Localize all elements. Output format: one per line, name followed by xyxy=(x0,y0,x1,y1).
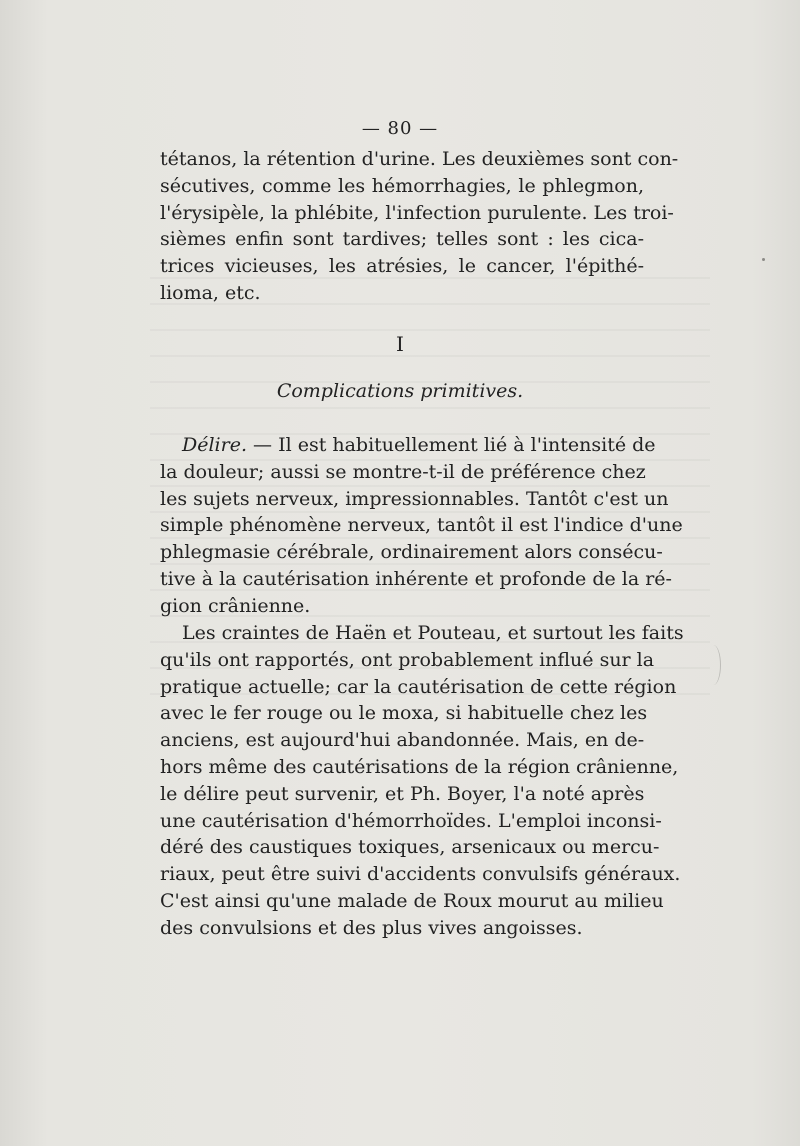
text-line: tétanos, la rétention d'urine. Les deuxièmes sont con- xyxy=(160,148,679,170)
paper-speck xyxy=(762,258,765,261)
text-line: hors même des cautérisations de la région crânienne, xyxy=(160,755,679,778)
text-line: lioma, etc. xyxy=(160,281,261,304)
text-line: anciens, est aujourd'hui abandonnée. Mais, en de- xyxy=(160,729,645,752)
text-line: le délire peut survenir, et Ph. Boyer, l'a noté après xyxy=(160,782,645,805)
text-line: tive à la cautérisation inhérente et profonde de la ré- xyxy=(160,567,672,590)
text-line: pratique actuelle; car la cautérisation de cette région xyxy=(160,675,677,698)
paragraph-1 xyxy=(160,146,679,307)
page-number: — 80 — xyxy=(361,118,439,139)
text-line: gion crânienne. xyxy=(160,594,311,617)
paragraph-3 xyxy=(160,620,684,942)
margin-mark xyxy=(706,645,721,685)
text-line: déré des caustiques toxiques, arsenicaux ou mercu- xyxy=(160,836,660,859)
text-line: C'est ainsi qu'une malade de Roux mourut au milieu xyxy=(160,889,664,912)
first-line-rest: — Il est habituellement lié à l'intensité de xyxy=(247,434,656,456)
text-line: une cautérisation d'hémorrhoïdes. L'emploi inconsi- xyxy=(160,809,662,832)
text-line: la douleur; aussi se montre-t-il de préférence chez xyxy=(160,460,646,483)
text-line: trices vicieuses, les atrésies, le cancer, l'épithé- xyxy=(160,255,644,278)
section-title: Complications primitives. xyxy=(276,380,524,402)
paragraph-lead: Délire. xyxy=(182,434,247,456)
text-line: les sujets nerveux, impressionnables. Tantôt c'est un xyxy=(160,487,669,510)
text-line xyxy=(160,432,656,459)
text-line: des convulsions et des plus vives angoisses. xyxy=(160,916,583,939)
section-number: I xyxy=(396,332,404,356)
text-line: sécutives, comme les hémorrhagies, le phlegmon, xyxy=(160,174,644,197)
text-line: simple phénomène nerveux, tantôt il est l'indice d'une xyxy=(160,514,683,537)
text-line: sièmes enfin sont tardives; telles sont : les cica- xyxy=(160,228,644,251)
text-line: qu'ils ont rapportés, ont probablement influé sur la xyxy=(160,648,655,671)
text-line: phlegmasie cérébrale, ordinairement alors consécu- xyxy=(160,541,663,564)
text-line: avec le fer rouge ou le moxa, si habituelle chez les xyxy=(160,702,648,725)
text-line: l'érysipèle, la phlébite, l'infection purulente. Les troi- xyxy=(160,201,674,224)
paragraph-2 xyxy=(160,432,683,620)
text-line: riaux, peut être suivi d'accidents convulsifs généraux. xyxy=(160,863,681,886)
text-line: Les craintes de Haën et Pouteau, et surtout les faits xyxy=(182,622,684,644)
